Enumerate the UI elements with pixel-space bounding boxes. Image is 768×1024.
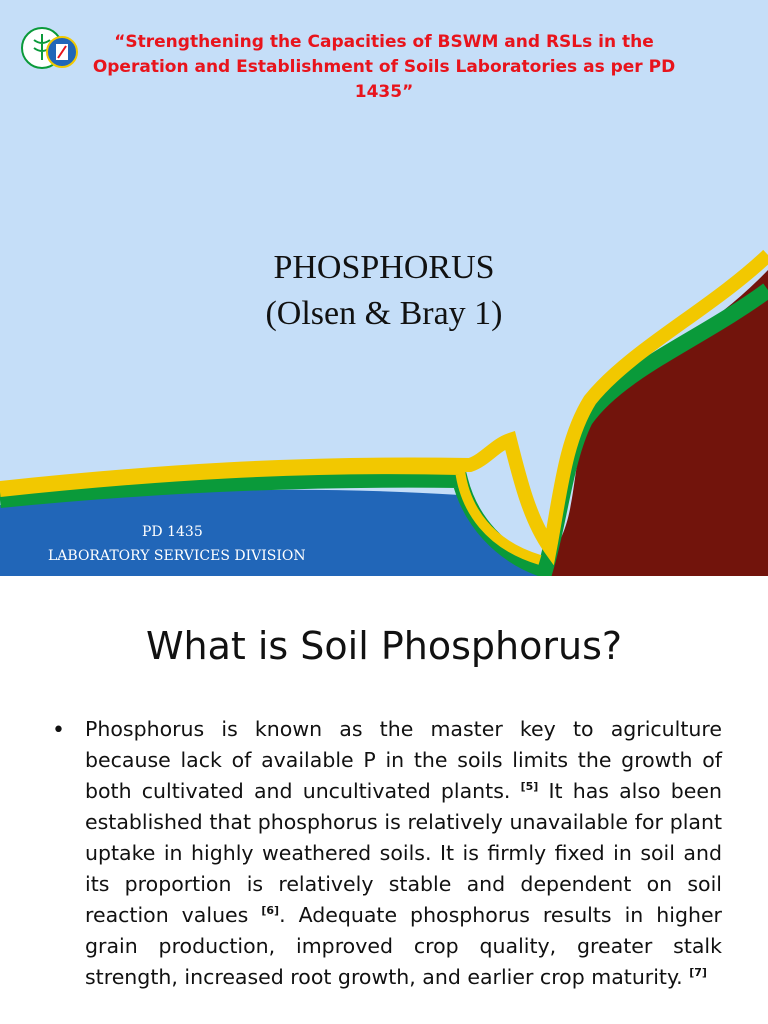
header-quote: “Strengthening the Capacities of BSWM and RSLs in the Operation and Establishment of Soils Laboratories as per PD 1435” [92, 32, 676, 102]
title-line-2: (Olsen & Bray 1) [265, 295, 503, 332]
citation: [5] [520, 780, 539, 794]
slide-title [0, 245, 768, 337]
citation: [6] [261, 904, 280, 918]
footer-pd-label: PD 1435 [142, 524, 203, 540]
footer-division-label: LABORATORY SERVICES DIVISION [48, 548, 306, 564]
text-part: It has also been established that phosphorus is relatively unavailable for plant uptake in highly weathered soils. It is firmly fixed in soil and its proportion is relatively stable and dependent on soil reaction values [85, 779, 722, 927]
title-line-1: PHOSPHORUS [273, 249, 495, 286]
citation: [7] [689, 966, 707, 980]
department-seal-icon [20, 20, 80, 80]
content-slide [0, 576, 768, 1024]
text-part: Phosphorus is known as the master key to agriculture because lack of available P in the soils limits the growth of both cultivated and uncultivated plants. [85, 717, 722, 803]
text-part: . Adequate phosphorus results in higher grain production, improved crop quality, greater stalk strength, increased root growth, and earlier crop maturity. [85, 903, 722, 989]
body-paragraph [85, 714, 722, 993]
bullet-marker: • [52, 718, 65, 743]
content-slide-title: What is Soil Phosphorus? [145, 624, 623, 668]
